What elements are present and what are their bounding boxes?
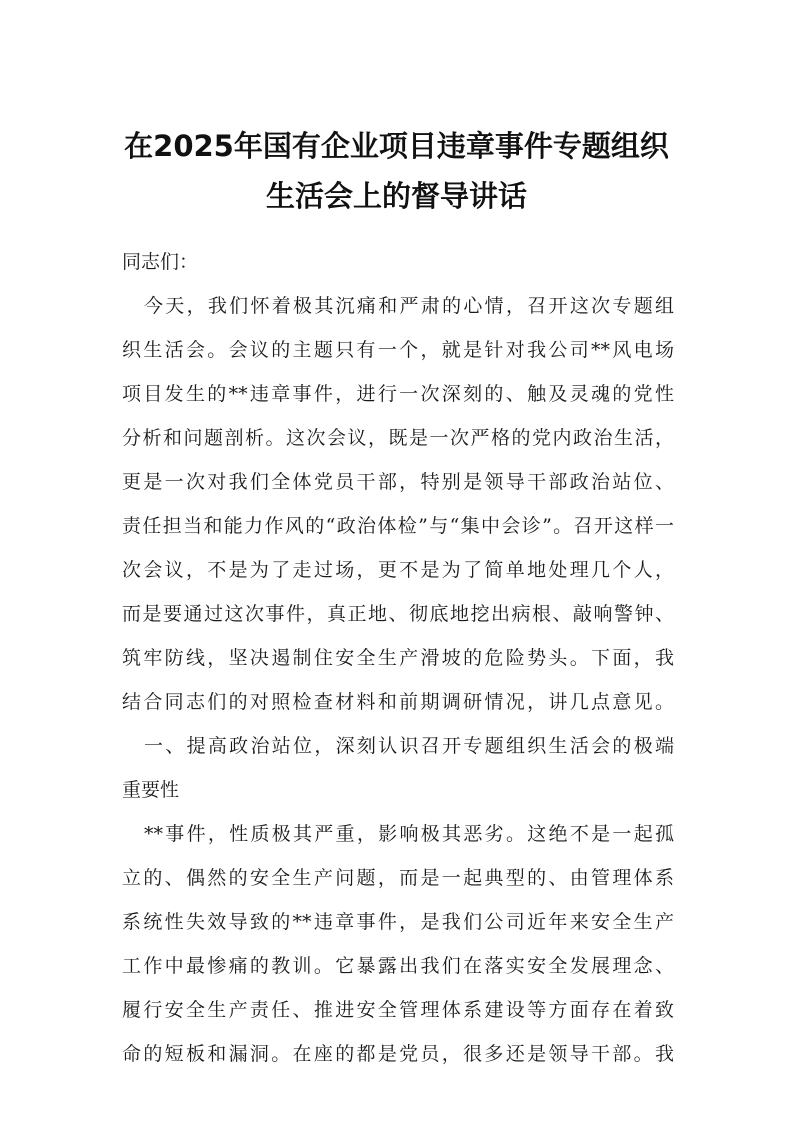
paragraph-line: 项目发生的**违章事件，进行一次深刻的、触及灵魂的党性 bbox=[122, 383, 674, 405]
paragraph-line: 命的短板和漏洞。在座的都是党员，很多还是领导干部。我 bbox=[122, 1043, 674, 1065]
paragraph-line: 工作中最惨痛的教训。它暴露出我们在落实安全发展理念、 bbox=[122, 955, 674, 977]
document-title-line-1: 在2025年国有企业项目违章事件专题组织 bbox=[124, 129, 669, 163]
section-heading-line: 一、提高政治站位，深刻认识召开专题组织生活会的极端 bbox=[144, 735, 674, 757]
paragraph-line: 立的、偶然的安全生产问题，而是一起典型的、由管理体系 bbox=[122, 867, 674, 889]
section-heading-line: 重要性 bbox=[122, 779, 180, 801]
paragraph-line: 更是一次对我们全体党员干部，特别是领导干部政治站位、 bbox=[122, 471, 674, 493]
salutation: 同志们： bbox=[122, 251, 199, 273]
paragraph-line: 履行安全生产责任、推进安全管理体系建设等方面存在着致 bbox=[122, 999, 674, 1021]
paragraph-line: 结合同志们的对照检查材料和前期调研情况，讲几点意见。 bbox=[122, 691, 674, 713]
paragraph-line: 织生活会。会议的主题只有一个，就是针对我公司**风电场 bbox=[122, 339, 674, 361]
paragraph-line: 今天，我们怀着极其沉痛和严肃的心情，召开这次专题组 bbox=[144, 295, 674, 317]
paragraph-line: **事件，性质极其严重，影响极其恶劣。这绝不是一起孤 bbox=[144, 823, 674, 845]
paragraph-line: 系统性失效导致的**违章事件，是我们公司近年来安全生产 bbox=[122, 911, 674, 933]
paragraph-line: 次会议，不是为了走过场，更不是为了简单地处理几个人， bbox=[122, 559, 674, 581]
paragraph-line: 责任担当和能力作风的“政治体检”与“集中会诊”。召开这样一 bbox=[122, 515, 674, 537]
paragraph-line: 而是要通过这次事件，真正地、彻底地挖出病根、敲响警钟、 bbox=[122, 603, 674, 625]
paragraph-line: 筑牢防线，坚决遏制住安全生产滑坡的危险势头。下面，我 bbox=[122, 647, 674, 669]
document-title-line-2: 生活会上的督导讲话 bbox=[265, 179, 527, 213]
paragraph-line: 分析和问题剖析。这次会议，既是一次严格的党内政治生活， bbox=[122, 427, 674, 449]
